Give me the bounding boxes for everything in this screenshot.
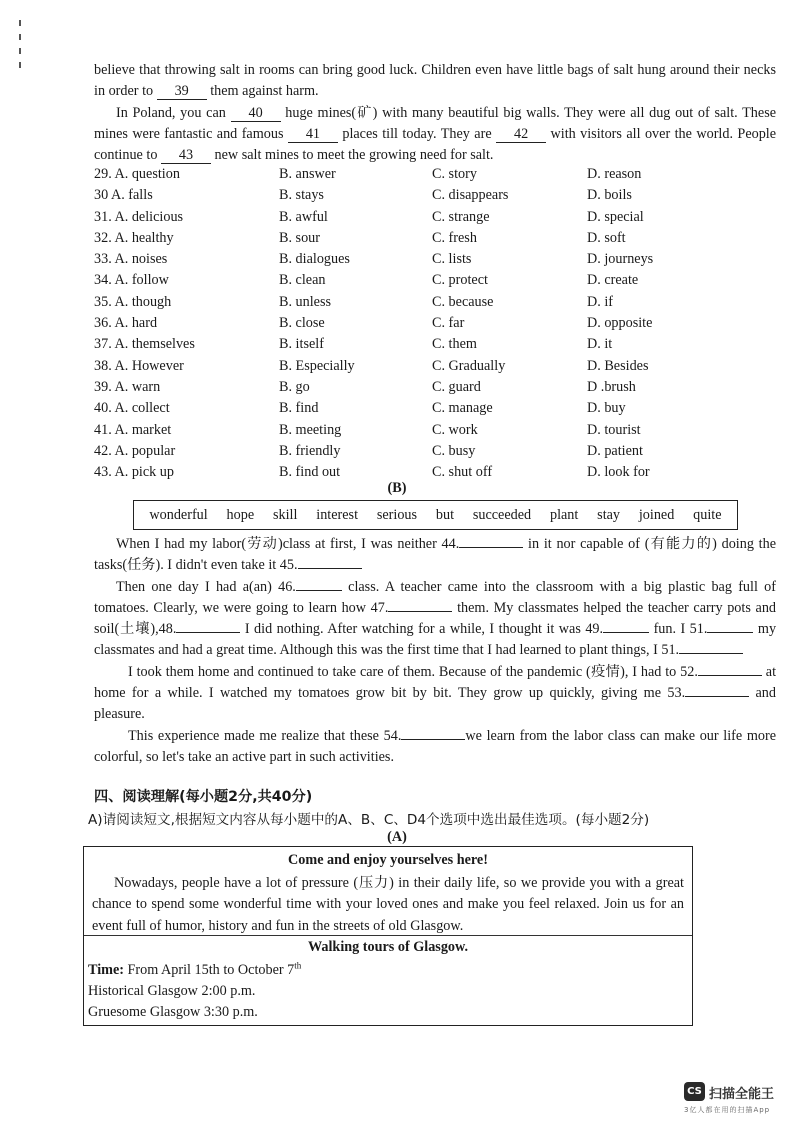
blank-42: 42 [496, 126, 546, 143]
passage-a-continued [94, 60, 776, 166]
tour-notice [83, 846, 693, 1026]
watermark-subtitle: 3亿人都在用的扫描App [684, 1106, 771, 1114]
choice-row: 42. A. popular B. friendly C. busy D. patient [94, 442, 643, 459]
word-bank-item: wonderful [149, 506, 208, 523]
choice-row: 36. A. hard B. close C. far D. opposite [94, 315, 653, 332]
scanner-watermark [684, 1082, 794, 1122]
blank-45 [298, 568, 362, 569]
paragraph-salt-luck: believe that throwing salt in rooms can bring good luck. Children even have little bags of salt hung around their necks in order to 39 them against harm. [94, 62, 776, 100]
word-bank-item: stay [597, 506, 621, 523]
notice-title: Come and enjoy yourselves here! [288, 852, 488, 868]
choice-row: 35. A. though B. unless C. because D. if [94, 293, 614, 310]
tour-historical: Historical Glasgow 2:00 p.m. [88, 983, 256, 999]
choice-row: 40. A. collect B. find C. manage D. buy [94, 400, 626, 417]
passage-b [94, 534, 776, 768]
camscanner-logo-icon: CS [684, 1082, 705, 1101]
time-value: From April 15th to October 7 [127, 962, 295, 978]
blank-47 [388, 611, 452, 612]
blank-51 [679, 653, 743, 654]
word-bank-item: skill [272, 506, 298, 523]
time-suffix: th [294, 960, 302, 971]
section-a-label: (A) [387, 829, 407, 845]
choice-row: 33. A. noises B. dialogues C. lists D. journeys [94, 251, 654, 268]
section-b-label: (B) [387, 480, 407, 496]
blank-49 [603, 632, 649, 633]
blank-39: 39 [157, 83, 207, 100]
choice-row: 30 A. falls B. stays C. disappears D. boils [94, 187, 632, 204]
tour-gruesome: Gruesome Glasgow 3:30 p.m. [88, 1004, 258, 1020]
word-bank [133, 500, 738, 530]
word-bank-item: interest [316, 506, 359, 523]
reading-heading: 四、阅读理解(每小题2分,共40分) [94, 789, 313, 805]
time-label: Time: [88, 962, 124, 978]
reading-instruction: A)请阅读短文,根据短文内容从每小题中的A、B、C、D4个选项中选出最佳选项。(每小题2分) [88, 812, 650, 828]
blank-52 [698, 675, 762, 676]
choice-row: 29. A. question B. answer C. story D. reason [94, 166, 642, 182]
word-bank-item: joined [638, 506, 675, 523]
choice-row: 34. A. follow B. clean C. protect D. create [94, 272, 639, 289]
blank-44 [459, 547, 523, 548]
choice-row: 39. A. warn B. go C. guard D .brush [94, 378, 636, 395]
choice-row: 38. A. However B. Especially C. Gradually D. Besides [94, 357, 649, 374]
choice-row: 31. A. delicious B. awful C. strange D. special [94, 208, 644, 225]
notice-divider [84, 935, 692, 936]
blank-48 [176, 632, 240, 633]
paragraph-pandemic: I took them home and continued to take care of them. Because of the pandemic (疫情), I had to 52. at home for a while. I watched my tomatoes grow bit by bit. They grow up quickly, giving me 53. and pleasure. [94, 663, 777, 723]
word-bank-item: quite [693, 506, 722, 523]
cloze-choices [94, 164, 776, 483]
binding-marks [18, 20, 22, 80]
paragraph-experience: This experience made me realize that these 54. we learn from the labor class can make our life more colorful, so let's take an active part in such activities. [94, 727, 777, 765]
notice-subtitle: Walking tours of Glasgow. [307, 939, 469, 955]
blank-46 [296, 590, 342, 591]
tour-time [88, 960, 301, 981]
word-bank-item: hope [226, 506, 255, 523]
choice-row: 43. A. pick up B. find out C. shut off D. look for [94, 464, 650, 481]
notice-intro: Nowadays, people have a lot of pressure (压力) in their daily life, so we provide you with a great chance to spend some wonderful time with your loved ones and make you feel relaxed. Join us for an event full of humor, history and fun in the streets of old Glasgow. [92, 875, 684, 934]
paragraph-labor-class: When I had my labor(劳动)class at first, I was neither 44. in it nor capable of (有能力的) doing the tasks(任务). I didn't even take it 45. [94, 536, 776, 574]
paragraph-tomatoes: Then one day I had a(an) 46. class. A teacher came into the classroom with a big plastic bag full of tomatoes. Clearly, we were going to learn how 47. them. My classmates helped the teacher carry pots and soil(土壤),48. I did nothing. After watching for a while, I thought it was 49. fun. I 51. my classmates and had a great time. Although this was the first time that I had learned to plant things, I 51. [94, 578, 777, 659]
blank-40: 40 [231, 105, 281, 122]
word-bank-item: plant [549, 506, 579, 523]
blank-43: 43 [161, 147, 211, 164]
word-bank-item: serious [376, 506, 418, 523]
blank-54 [401, 739, 465, 740]
choice-row: 32. A. healthy B. sour C. fresh D. soft [94, 229, 626, 246]
word-bank-item: succeeded [472, 506, 532, 523]
choice-row: 41. A. market B. meeting C. work D. tourist [94, 421, 641, 438]
choice-row: 37. A. themselves B. itself C. them D. it [94, 336, 613, 353]
word-bank-item: but [435, 506, 455, 523]
paragraph-poland: In Poland, you can 40 huge mines(矿) with many beautiful big walls. They were all dug out of salt. These mines were fantastic and famous 41 places till today. They are 42 with visitors all over the world. People continue to 43 new salt mines to meet the growing need for salt. [94, 104, 777, 164]
blank-41: 41 [288, 126, 338, 143]
watermark-name: 扫描全能王 [709, 1087, 775, 1102]
blank-53 [685, 696, 749, 697]
blank-50 [707, 632, 753, 633]
